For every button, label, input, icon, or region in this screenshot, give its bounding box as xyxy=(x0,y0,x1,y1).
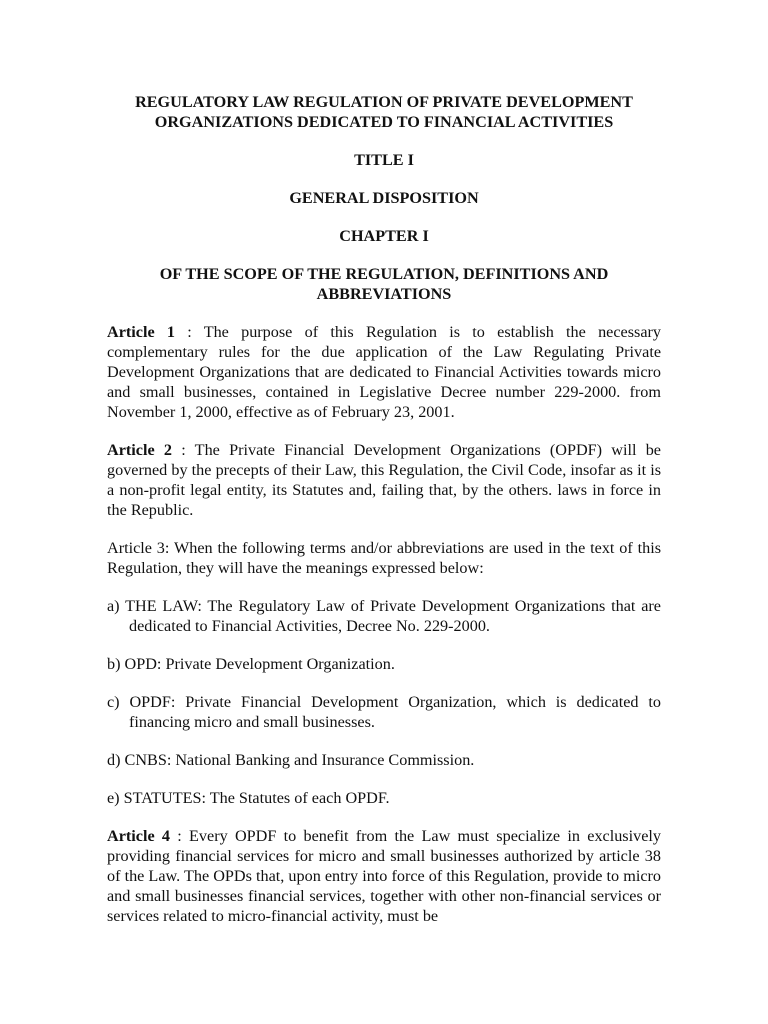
chapter-subheading-line-2: ABBREVIATIONS xyxy=(316,285,452,303)
title-heading: TITLE I xyxy=(354,151,414,169)
article-4 xyxy=(107,826,661,926)
article-1-label: Article 1 xyxy=(107,323,175,341)
definition-item-e: e) STATUTES: The Statutes of each OPDF. xyxy=(107,789,390,807)
definition-item-d: d) CNBS: National Banking and Insurance Commission. xyxy=(107,751,475,769)
document-title xyxy=(107,92,661,132)
definition-item-c: c) OPDF: Private Financial Development Organization, which is dedicated to financing micro and small businesses. xyxy=(107,693,661,731)
article-4-label: Article 4 xyxy=(107,827,170,845)
disposition-heading: GENERAL DISPOSITION xyxy=(289,189,479,207)
article-1 xyxy=(107,322,661,422)
article-3: Article 3: When the following terms and/or abbreviations are used in the text of this Regulation, they will have the meanings expressed below: xyxy=(107,539,661,577)
chapter-heading: CHAPTER I xyxy=(339,227,429,245)
chapter-subheading-line-1: OF THE SCOPE OF THE REGULATION, DEFINITIONS AND xyxy=(159,265,609,283)
document-title-line-1: REGULATORY LAW REGULATION OF PRIVATE DEVELOPMENT xyxy=(135,93,633,111)
chapter-subheading xyxy=(107,264,661,304)
article-1-text: : The purpose of this Regulation is to establish the necessary complementary rules for the due application of the Law Regulating Private Development Organizations that are dedicated to Financial Activities towards micro and small businesses, contained in Legislative Decree number 229-2000. from November 1, 2000, effective as of February 23, 2001. xyxy=(107,323,661,421)
definition-item-a: a) THE LAW: The Regulatory Law of Private Development Organizations that are dedicated to Financial Activities, Decree No. 229-2000. xyxy=(107,597,661,635)
article-4-text: : Every OPDF to benefit from the Law must specialize in exclusively providing financial services for micro and small businesses authorized by article 38 of the Law. The OPDs that, upon entry into force of this Regulation, provide to micro and small businesses financial services, together with other non-financial services or services related to micro-financial activity, must be xyxy=(107,827,661,925)
article-2-label: Article 2 xyxy=(107,441,172,459)
definition-item-b: b) OPD: Private Development Organization. xyxy=(107,655,395,673)
document-title-line-2: ORGANIZATIONS DEDICATED TO FINANCIAL ACTIVITIES xyxy=(154,113,614,131)
article-2 xyxy=(107,440,661,520)
article-2-text: : The Private Financial Development Organizations (OPDF) will be governed by the precepts of their Law, this Regulation, the Civil Code, insofar as it is a non-profit legal entity, its Statutes and, failing that, by the others. laws in force in the Republic. xyxy=(107,441,661,519)
